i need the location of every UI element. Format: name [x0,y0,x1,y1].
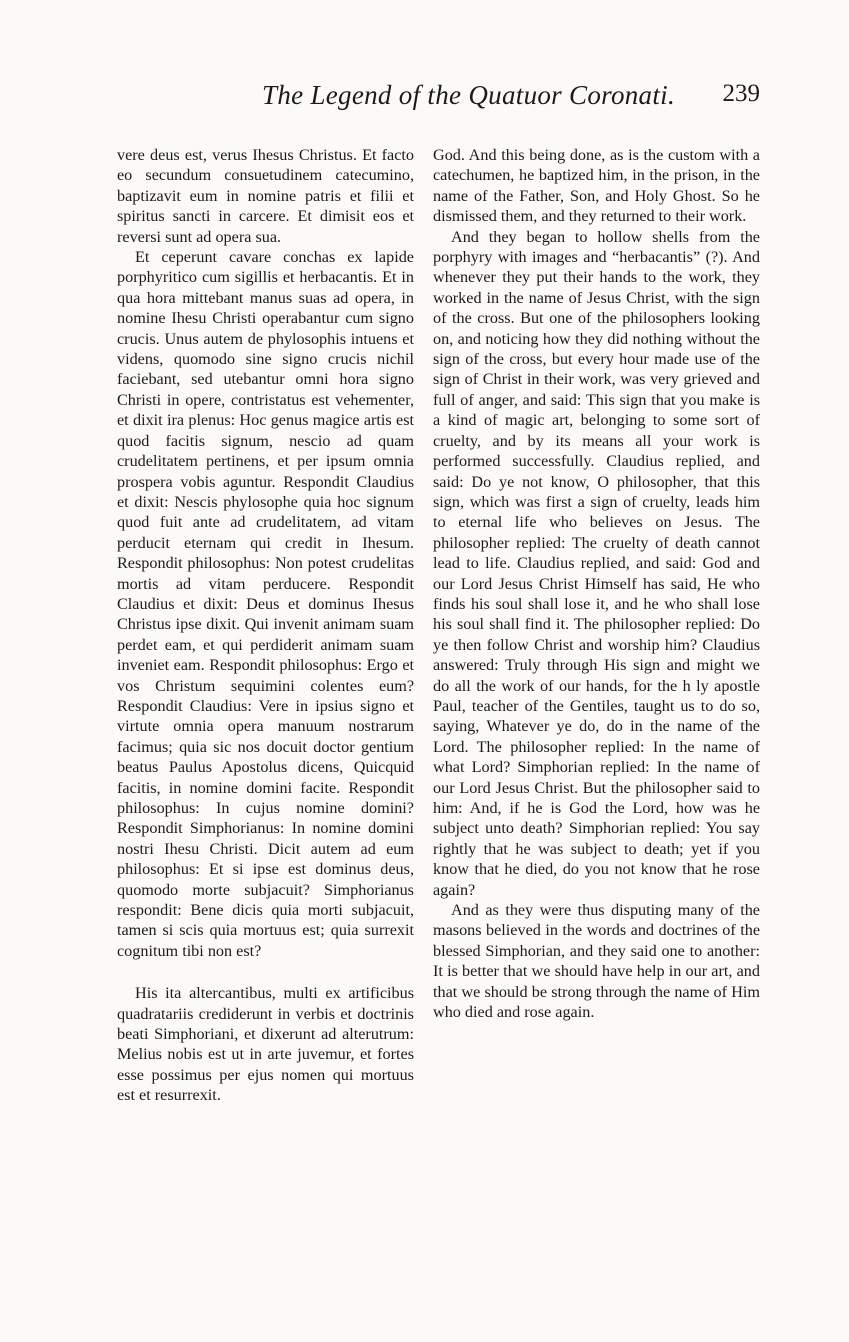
latin-paragraph: vere deus est, verus Ihesus Christus. Et facto eo secundum consuetudinem catecumino, baptizavit eum in nomine patris et filii et spiritus sancti in carcere. Et dimisit eos et reversi sunt ad opera sua. [117,146,414,246]
running-title: The Legend of the Quatuor Coronati. [262,80,675,110]
english-paragraph: And as they were thus disputing many of the masons believed in the words and doctrines of the blessed Simphorian, and they said one to another: It is better that we should have help in our art, and that we should be strong through the name of Him who died and rose again. [433,901,760,1022]
latin-paragraph: His ita altercantibus, multi ex artificibus quadratariis crediderunt in verbis et doctrinis beati Simphoriani, et dixerunt ad alterutrum: Melius nobis est ut in arte juvemur, et fortes esse possimus per ejus nomen qui mortuus est et resurrexit. [117,984,414,1105]
english-paragraph: God. And this being done, as is the custom with a catechumen, he baptized him, in the prison, in the name of the Father, Son, and Holy Ghost. So he dismissed them, and they returned to their work. [433,146,760,226]
latin-column [117,145,414,1106]
latin-paragraph: Et ceperunt cavare conchas ex lapide porphyritico cum sigillis et herbacantis. Et in qua hora mittebant manus suas ad opera, in nomine Ihesu Christi operabantur cum signo crucis. Unus autem de phylosophis intuens et videns, quomodo sine signo crucis nichil faciebant, sed utebantur omni hora signo Christi in opere, contristatus est vehementer, et dixit ira plenus: Hoc genus magice artis est quod facitis signum, nescio ad quam crudelitatem pertinens, et per ipsum omnia prospera vobis aguntur. Respondit Claudius et dixit: Nescis phylosophe quia hoc signum quod fuit ante ad crudelitatem, ad vitam perducit eternam qui credit in Ihesum. Respondit philosophus: Non potest crudelitas mortis ad vitam perducere. Respondit Claudius et dixit: Deus et dominus Ihesus Christus ipse dixit. Qui invenit animam suam perdet eam, et qui perdiderit animam suam inveniet eam. Respondit philosophus: Ergo et vos Christum sequimini colentes eum? Respondit Claudius: Vere in ipsius signo et virtute omnia opera manuum nostrarum facimus; quia sic nos docuit doctor gentium beatus Paulus Apostolus dicens, Quicquid facitis, in nomine domini facite. Respondit philosophus: In cujus nomine domini? Respondit Simphorianus: In nomine domini nostri Ihesu Christi. Dicit autem ad eum philosophus: Et si ipse est dominus deus, quomodo morte subjacuit? Simphorianus respondit: Bene dicis quia morti subjacuit, tamen si scis quia mortuus est; quia surrexit cognitum tibi non est? [117,248,414,960]
running-header [0,80,760,120]
english-paragraph: And they began to hollow shells from the porphyry with images and “herbacantis” (?). And whenever they put their hands to the work, they worked in the name of Jesus Christ, with the sign of the cross. But one of the philosophers looking on, and noticing how they did nothing without the sign of the cross, but every hour made use of the sign of Christ in their work, was very grieved and full of anger, and said: This sign that you make is a kind of magic art, belonging to some sort of cruelty, and by its means all your work is performed successfully. Claudius replied, and said: Do ye not know, O philosopher, that this sign, which was first a sign of cruelty, leads him to eternal life who believes on Jesus. The philosopher replied: The cruelty of death cannot lead to life. Claudius replied, and said: God and our Lord Jesus Christ Himself has said, He who finds his soul shall lose it, and he who shall lose his soul shall find it. The philosopher replied: Do ye then follow Christ and worship him? Claudius answered: Truly through His sign and might we do all the work of our hands, for the h ly apostle Paul, teacher of the Gentiles, taught us to do so, saying, Whatever ye do, do in the name of the Lord. The philosopher replied: In the name of what Lord? Simphorian replied: In the name of our Lord Jesus Christ. But the philosopher said to him: And, if he is God the Lord, how was he subject unto death? Simphorian replied: You say rightly that he was subject to death; yet if you know that he died, do you not know that he rose again? [433,227,760,899]
english-column [433,145,760,1022]
page-number: 239 [722,80,760,107]
